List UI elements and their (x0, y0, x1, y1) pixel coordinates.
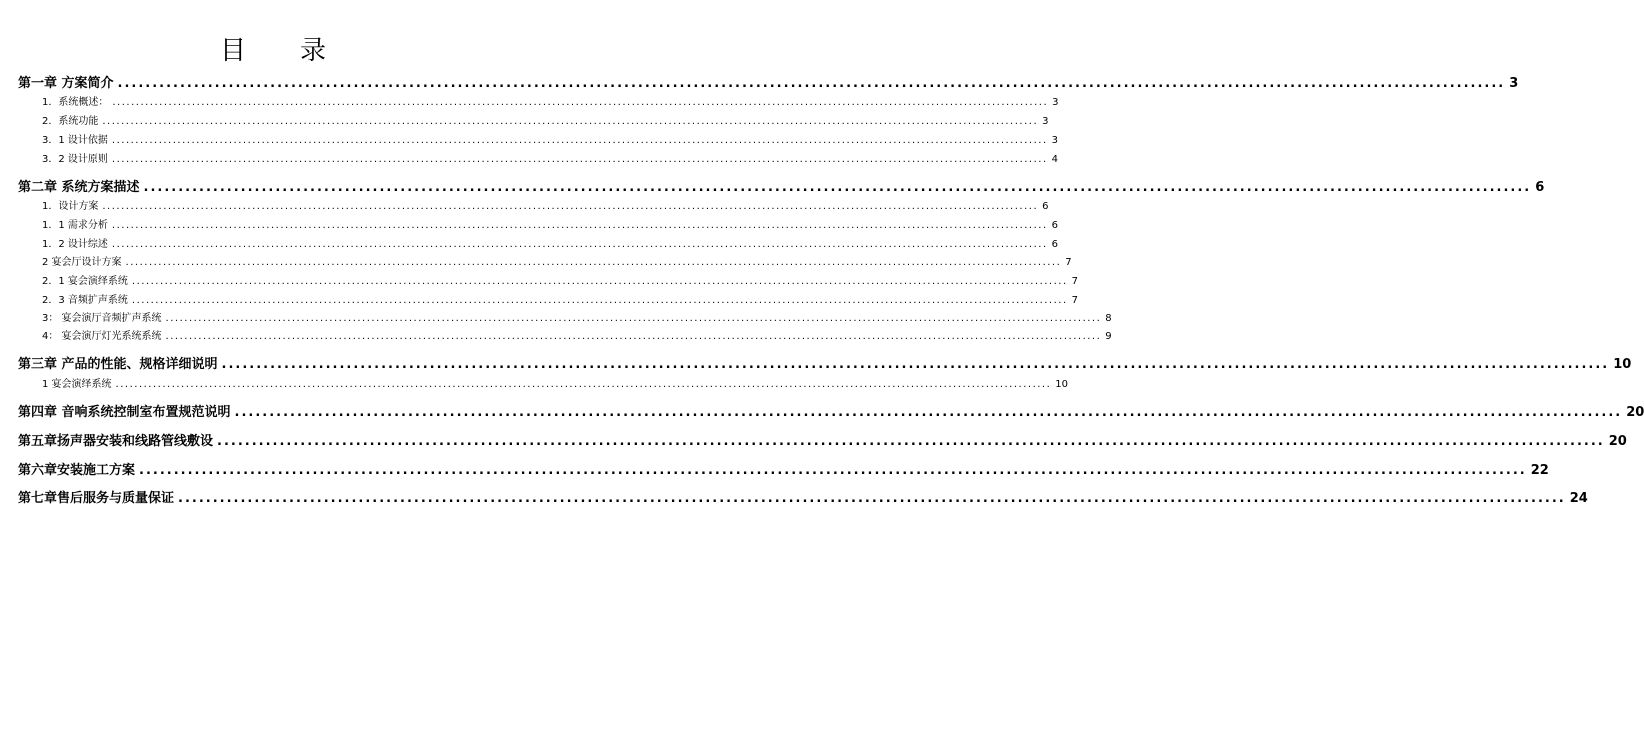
toc-page-number: 3 (1042, 116, 1049, 127)
toc-leader-dots: ........................................................................................................................................................................................................ (139, 463, 1527, 478)
title-char-2: 录 (300, 36, 329, 66)
toc-entry-label: 第五章扬声器安装和线路管线敷设 (18, 434, 214, 449)
toc-leader-dots: ........................................................................................................................................................................................................ (131, 295, 1068, 306)
toc-page-number: 7 (1065, 257, 1072, 268)
toc-leader-dots: ........................................................................................................................................................................................................ (111, 239, 1048, 250)
toc-entry-section (42, 309, 1112, 324)
toc-entry-label: 2．3 音频扩声系统 (42, 295, 128, 306)
toc-page-number: 10 (1055, 379, 1069, 390)
toc-entry-chapter (18, 176, 1545, 195)
toc-leader-dots: ........................................................................................................................................................................................................ (221, 357, 1610, 372)
toc-page-number: 10 (1613, 357, 1632, 372)
toc-entry-label: 第二章 系统方案描述 (18, 180, 140, 195)
toc-leader-dots: ........................................................................................................................................................................................................ (165, 331, 1102, 342)
toc-entry-label: 1．1 需求分析 (42, 220, 108, 231)
toc-entry-chapter (18, 353, 1632, 372)
toc-entry-chapter (18, 430, 1627, 449)
toc-entry-section (42, 93, 1059, 108)
toc-page-number: 3 (1051, 135, 1059, 146)
toc-page-number: 6 (1042, 201, 1049, 212)
toc-leader-dots: ........................................................................................................................................................................................................ (178, 491, 1566, 506)
toc-page-number: 24 (1569, 491, 1588, 506)
toc-entry-section (42, 327, 1112, 342)
toc-entry-label: 2 宴会厅设计方案 (42, 257, 122, 268)
toc-entry-section (42, 375, 1069, 390)
toc-page-number: 7 (1071, 276, 1079, 287)
toc-page-number: 6 (1051, 220, 1059, 231)
toc-page-number: 6 (1535, 180, 1545, 195)
toc-page-number: 7 (1071, 295, 1079, 306)
toc-page-number: 8 (1105, 313, 1112, 324)
toc-entry-section (42, 150, 1059, 165)
toc-page-number: 3 (1052, 97, 1059, 108)
toc-leader-dots: ........................................................................................................................................................................................................ (234, 405, 1623, 420)
toc-entry-section (42, 131, 1059, 146)
toc-entry-section (42, 272, 1079, 287)
toc-entry-label: 第七章售后服务与质量保证 (18, 491, 175, 506)
toc-entry-label: 第一章 方案简介 (18, 76, 114, 91)
toc-entry-label: 3．2 设计原则 (42, 154, 108, 165)
toc-leader-dots: ........................................................................................................................................................................................................ (111, 154, 1048, 165)
toc-page-number: 6 (1051, 239, 1059, 250)
toc-entry-label: 1．2 设计综述 (42, 239, 108, 250)
toc-entry-label: 第三章 产品的性能、规格详细说明 (18, 357, 218, 372)
toc-leader-dots: ........................................................................................................................................................................................................ (125, 257, 1062, 268)
toc-leader-dots: ........................................................................................................................................................................................................ (102, 201, 1039, 212)
toc-entry-label: 3．1 设计依据 (42, 135, 108, 146)
toc-entry-chapter (18, 459, 1549, 478)
toc-entry-label: 4： 宴会演厅灯光系统系统 (42, 331, 162, 342)
toc-entry-section (42, 253, 1072, 268)
toc-entry-label: 1．系统概述： (42, 97, 109, 108)
toc-leader-dots: ........................................................................................................................................................................................................ (117, 76, 1506, 91)
toc-leader-dots: ........................................................................................................................................................................................................ (111, 220, 1048, 231)
toc-entry-section (42, 216, 1059, 231)
toc-page-number: 4 (1051, 154, 1059, 165)
toc-page-number: 3 (1509, 76, 1519, 91)
toc-entry-section (42, 112, 1049, 127)
toc-entry-label: 3： 宴会演厅音频扩声系统 (42, 313, 162, 324)
page-title (0, 30, 548, 67)
toc-leader-dots: ........................................................................................................................................................................................................ (115, 379, 1052, 390)
toc-leader-dots: ........................................................................................................................................................................................................ (111, 135, 1048, 146)
toc-leader-dots: ........................................................................................................................................................................................................ (112, 97, 1049, 108)
toc-entry-label: 第四章 音响系统控制室布置规范说明 (18, 405, 231, 420)
toc-entry-label: 第六章安装施工方案 (18, 463, 136, 478)
toc-entry-section (42, 291, 1079, 306)
toc-leader-dots: ........................................................................................................................................................................................................ (143, 180, 1532, 195)
title-char-1: 目 (219, 36, 248, 66)
toc-page-number: 9 (1105, 331, 1112, 342)
toc-leader-dots: ........................................................................................................................................................................................................ (131, 276, 1068, 287)
toc-leader-dots: ........................................................................................................................................................................................................ (102, 116, 1039, 127)
toc-entry-chapter (18, 72, 1519, 91)
toc-entry-chapter (18, 487, 1588, 506)
toc-entry-label: 1．设计方案 (42, 201, 99, 212)
toc-page-number: 22 (1530, 463, 1549, 478)
toc-entry-chapter (18, 401, 1644, 420)
toc-entry-label: 1 宴会演绎系统 (42, 379, 112, 390)
toc-page-number: 20 (1626, 405, 1644, 420)
toc-entry-label: 2．系统功能 (42, 116, 99, 127)
toc-leader-dots: ........................................................................................................................................................................................................ (165, 313, 1102, 324)
toc-page-number: 20 (1608, 434, 1627, 449)
toc-leader-dots: ........................................................................................................................................................................................................ (217, 434, 1605, 449)
toc-entry-section (42, 235, 1059, 250)
toc-entry-section (42, 197, 1049, 212)
toc-entry-label: 2．1 宴会演绎系统 (42, 276, 128, 287)
